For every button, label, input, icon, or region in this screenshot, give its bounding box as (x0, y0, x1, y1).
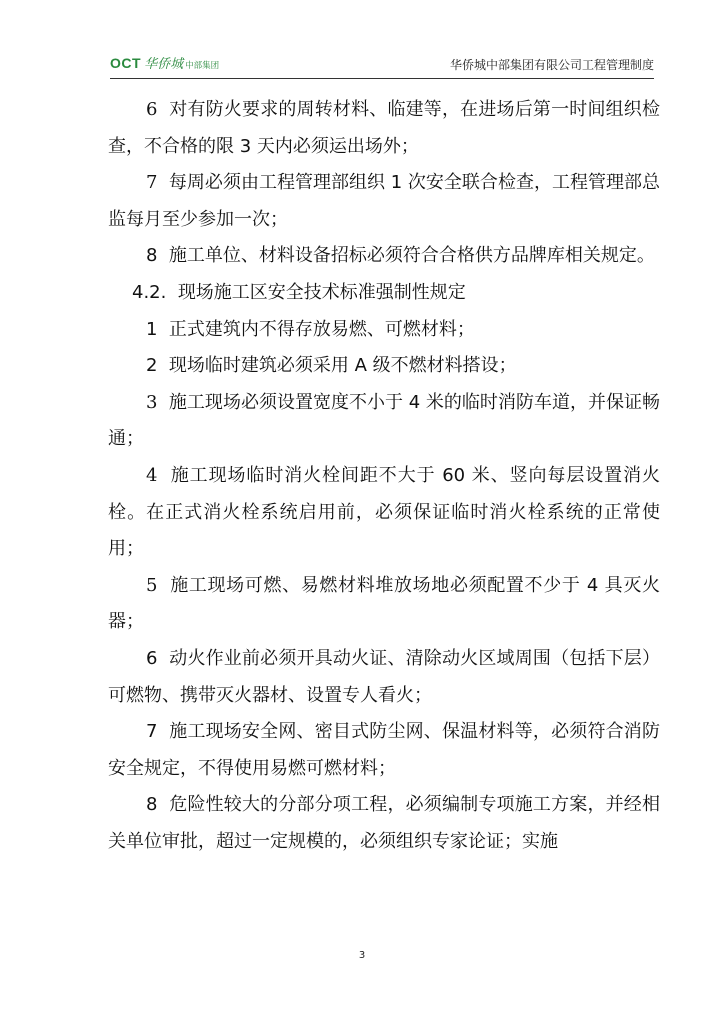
clause-text: 施工现场安全网、密目式防尘网、保温材料等，必须符合消防安全规定，不得使用易燃可燃材料； (108, 721, 660, 779)
clause-paragraph (108, 787, 660, 860)
clause-text: 正式建筑内不得存放易燃、可燃材料； (168, 318, 475, 340)
clause-number: 5 (146, 574, 158, 596)
clause-paragraph (108, 714, 660, 787)
header-title: 华侨城中部集团有限公司工程管理制度 (449, 58, 654, 72)
section-title: 现场施工区安全技术标准强制性规定 (177, 281, 466, 303)
clause-number: 7 (146, 721, 158, 743)
clause-paragraph (108, 568, 660, 641)
clause-paragraph (108, 458, 660, 568)
clause-text: 动火作业前必须开具动火证、清除动火区域周围（包括下层）可燃物、携带灭火器材、设置专人看火； (108, 647, 660, 706)
clause-number: 6 (146, 647, 158, 669)
clause-text: 施工单位、材料设备招标必须符合合格供方品牌库相关规定。 (168, 245, 655, 267)
clause-paragraph (108, 92, 660, 165)
clause-number: 8 (146, 245, 158, 267)
clause-number: 4 (146, 464, 158, 486)
clause-text: 每周必须由工程管理部组织 1 次安全联合检查，工程管理部总监每月至少参加一次； (108, 172, 660, 230)
logo-script: 华侨城 (144, 57, 184, 72)
clause-paragraph (108, 238, 660, 275)
clause-text: 施工现场必须设置宽度不小于 4 米的临时消防车道，并保证畅通； (108, 391, 660, 450)
clause-text: 现场临时建筑必须采用 A 级不燃材料搭设； (168, 355, 517, 377)
page-number: 3 (358, 950, 366, 961)
company-logo (110, 53, 219, 72)
clause-text: 施工现场临时消火栓间距不大于 60 米、竖向每层设置消火栓。在正式消火栓系统启用前，必须保证临时消火栓系统的正常使用； (108, 464, 660, 560)
clause-text: 施工现场可燃、易燃材料堆放场地必须配置不少于 4 具灭火器； (108, 574, 660, 633)
clause-number: 7 (146, 172, 158, 194)
clause-text: 对有防火要求的周转材料、临建等，在进场后第一时间组织检查，不合格的限 3 天内必须运出场外； (108, 99, 660, 157)
clause-paragraph (108, 348, 660, 385)
clause-paragraph (108, 312, 660, 349)
clause-paragraph (108, 385, 660, 458)
clause-number: 3 (146, 391, 158, 413)
clause-text: 危险性较大的分部分项工程，必须编制专项施工方案，并经相关单位审批，超过一定规模的，必须组织专家论证；实施 (108, 794, 660, 852)
page-header (110, 50, 654, 78)
clause-number: 1 (146, 318, 158, 340)
document-body (108, 92, 660, 860)
logo-subtitle: 中部集团 (185, 61, 220, 71)
clause-paragraph (108, 165, 660, 238)
logo-mark: OCT (110, 55, 142, 71)
clause-number: 8 (146, 794, 158, 816)
header-rule (110, 78, 654, 79)
clause-number: 6 (146, 99, 158, 120)
section-heading (108, 275, 660, 312)
section-number: 4.2. (132, 281, 167, 303)
clause-paragraph (108, 641, 660, 714)
clause-number: 2 (146, 355, 158, 377)
